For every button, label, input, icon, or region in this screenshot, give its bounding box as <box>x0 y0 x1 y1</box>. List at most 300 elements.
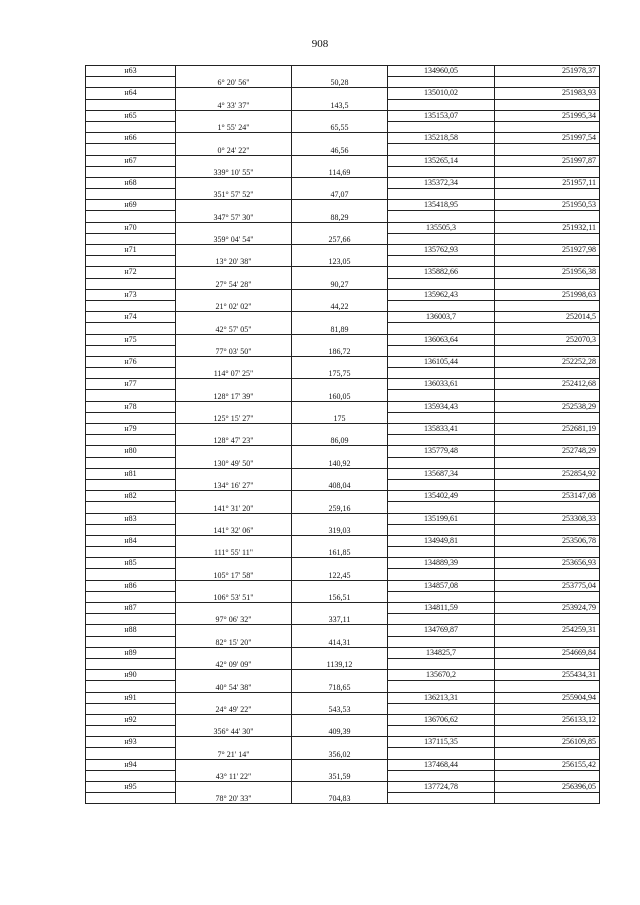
x-coordinate-cell: 135199,61 <box>388 513 495 524</box>
length-cell: 408,04 <box>292 468 388 490</box>
empty-cell <box>388 547 495 558</box>
x-coordinate-cell: 134825,7 <box>388 647 495 658</box>
point-row <box>86 491 600 502</box>
point-id-cell: н70 <box>86 222 176 233</box>
empty-cell <box>86 457 176 468</box>
point-row <box>86 558 600 569</box>
length-cell: 175 <box>292 401 388 423</box>
length-cell: 414,31 <box>292 625 388 647</box>
empty-cell <box>388 121 495 132</box>
bearing-cell: 77° 03' 50" <box>176 334 292 356</box>
point-id-cell: н85 <box>86 558 176 569</box>
point-id-cell: н64 <box>86 88 176 99</box>
length-cell: 351,59 <box>292 759 388 781</box>
point-row <box>86 222 600 233</box>
y-coordinate-cell: 253506,78 <box>495 535 600 546</box>
empty-cell <box>86 748 176 759</box>
x-coordinate-cell: 135934,43 <box>388 401 495 412</box>
empty-cell <box>86 189 176 200</box>
point-row <box>86 468 600 479</box>
bearing-cell: 1° 55' 24" <box>176 110 292 132</box>
empty-cell <box>388 748 495 759</box>
point-row <box>86 133 600 144</box>
length-cell: 409,39 <box>292 714 388 736</box>
bearing-cell: 141° 32' 06" <box>176 513 292 535</box>
length-cell: 143,5 <box>292 88 388 110</box>
x-coordinate-cell: 135418,95 <box>388 200 495 211</box>
empty-cell <box>86 770 176 781</box>
empty-cell <box>388 412 495 423</box>
point-row <box>86 670 600 681</box>
empty-cell <box>388 144 495 155</box>
point-id-cell: н72 <box>86 267 176 278</box>
x-coordinate-cell: 135670,2 <box>388 670 495 681</box>
bearing-cell: 0° 24' 22" <box>176 133 292 155</box>
empty-cell <box>495 569 600 580</box>
empty-cell <box>495 368 600 379</box>
point-id-cell: н92 <box>86 714 176 725</box>
length-cell: 81,89 <box>292 312 388 334</box>
point-row <box>86 692 600 703</box>
point-row <box>86 647 600 658</box>
empty-cell <box>86 77 176 88</box>
point-row <box>86 759 600 770</box>
empty-cell <box>86 99 176 110</box>
length-cell: 356,02 <box>292 737 388 759</box>
y-coordinate-cell: 256396,05 <box>495 782 600 793</box>
empty-cell <box>495 614 600 625</box>
x-coordinate-cell: 134949,81 <box>388 535 495 546</box>
x-coordinate-cell: 135153,07 <box>388 110 495 121</box>
point-row <box>86 401 600 412</box>
x-coordinate-cell: 135962,43 <box>388 289 495 300</box>
length-cell: 46,56 <box>292 133 388 155</box>
point-id-cell: н83 <box>86 513 176 524</box>
bearing-cell: 6° 20' 56" <box>176 66 292 88</box>
length-cell: 259,16 <box>292 491 388 513</box>
point-row <box>86 513 600 524</box>
length-cell: 65,55 <box>292 110 388 132</box>
point-row <box>86 289 600 300</box>
empty-cell <box>388 189 495 200</box>
empty-cell <box>86 658 176 669</box>
y-coordinate-cell: 251932,11 <box>495 222 600 233</box>
point-id-cell: н84 <box>86 535 176 546</box>
y-coordinate-cell: 252681,19 <box>495 424 600 435</box>
point-id-cell: н89 <box>86 647 176 658</box>
bearing-cell: 339° 10' 55" <box>176 155 292 177</box>
point-id-cell: н82 <box>86 491 176 502</box>
y-coordinate-cell: 253924,79 <box>495 603 600 614</box>
bearing-cell: 21° 02' 02" <box>176 289 292 311</box>
empty-cell <box>86 390 176 401</box>
x-coordinate-cell: 136033,61 <box>388 379 495 390</box>
length-cell: 704,83 <box>292 782 388 804</box>
empty-cell <box>86 256 176 267</box>
point-row <box>86 110 600 121</box>
bearing-cell: 42° 09' 09" <box>176 647 292 669</box>
empty-cell <box>86 591 176 602</box>
coordinates-table-body <box>86 66 600 804</box>
empty-cell <box>388 323 495 334</box>
bearing-cell: 82° 15' 20" <box>176 625 292 647</box>
point-id-cell: н65 <box>86 110 176 121</box>
y-coordinate-cell: 251983,93 <box>495 88 600 99</box>
y-coordinate-cell: 251957,11 <box>495 177 600 188</box>
y-coordinate-cell: 254669,84 <box>495 647 600 658</box>
empty-cell <box>495 524 600 535</box>
point-id-cell: н78 <box>86 401 176 412</box>
empty-cell <box>86 345 176 356</box>
empty-cell <box>86 703 176 714</box>
bearing-cell: 347° 57' 30" <box>176 200 292 222</box>
point-id-cell: н91 <box>86 692 176 703</box>
empty-cell <box>495 211 600 222</box>
empty-cell <box>495 300 600 311</box>
empty-cell <box>86 726 176 737</box>
y-coordinate-cell: 251978,37 <box>495 66 600 77</box>
empty-cell <box>495 233 600 244</box>
length-cell: 114,69 <box>292 155 388 177</box>
empty-cell <box>86 569 176 580</box>
length-cell: 123,05 <box>292 245 388 267</box>
point-row <box>86 356 600 367</box>
y-coordinate-cell: 251997,54 <box>495 133 600 144</box>
point-id-cell: н86 <box>86 580 176 591</box>
empty-cell <box>388 77 495 88</box>
empty-cell <box>388 726 495 737</box>
point-id-cell: н80 <box>86 446 176 457</box>
bearing-cell: 78° 20' 33" <box>176 782 292 804</box>
bearing-cell: 105° 17' 58" <box>176 558 292 580</box>
bearing-cell: 130° 49' 50" <box>176 446 292 468</box>
point-id-cell: н63 <box>86 66 176 77</box>
empty-cell <box>388 368 495 379</box>
x-coordinate-cell: 135505,3 <box>388 222 495 233</box>
length-cell: 47,07 <box>292 177 388 199</box>
point-row <box>86 177 600 188</box>
empty-cell <box>495 77 600 88</box>
y-coordinate-cell: 255904,94 <box>495 692 600 703</box>
x-coordinate-cell: 136003,7 <box>388 312 495 323</box>
empty-cell <box>388 457 495 468</box>
length-cell: 160,05 <box>292 379 388 401</box>
bearing-cell: 40° 54' 38" <box>176 670 292 692</box>
point-id-cell: н76 <box>86 356 176 367</box>
point-row <box>86 66 600 77</box>
point-row <box>86 580 600 591</box>
point-id-cell: н81 <box>86 468 176 479</box>
point-id-cell: н77 <box>86 379 176 390</box>
x-coordinate-cell: 137115,35 <box>388 737 495 748</box>
length-cell: 90,27 <box>292 267 388 289</box>
empty-cell <box>388 300 495 311</box>
length-cell: 86,09 <box>292 424 388 446</box>
bearing-cell: 134° 16' 27" <box>176 468 292 490</box>
bearing-cell: 106° 53' 51" <box>176 580 292 602</box>
empty-cell <box>495 726 600 737</box>
point-row <box>86 379 600 390</box>
y-coordinate-cell: 252014,5 <box>495 312 600 323</box>
point-row <box>86 446 600 457</box>
empty-cell <box>388 614 495 625</box>
y-coordinate-cell: 252854,92 <box>495 468 600 479</box>
empty-cell <box>388 569 495 580</box>
point-row <box>86 155 600 166</box>
y-coordinate-cell: 252412,68 <box>495 379 600 390</box>
point-id-cell: н74 <box>86 312 176 323</box>
length-cell: 257,66 <box>292 222 388 244</box>
point-id-cell: н69 <box>86 200 176 211</box>
bearing-cell: 97° 06' 32" <box>176 603 292 625</box>
empty-cell <box>86 233 176 244</box>
empty-cell <box>495 591 600 602</box>
point-id-cell: н67 <box>86 155 176 166</box>
empty-cell <box>86 166 176 177</box>
x-coordinate-cell: 134811,59 <box>388 603 495 614</box>
empty-cell <box>495 323 600 334</box>
point-id-cell: н94 <box>86 759 176 770</box>
point-id-cell: н79 <box>86 424 176 435</box>
bearing-cell: 42° 57' 05" <box>176 312 292 334</box>
y-coordinate-cell: 252070,3 <box>495 334 600 345</box>
point-row <box>86 88 600 99</box>
empty-cell <box>388 211 495 222</box>
empty-cell <box>86 636 176 647</box>
point-row <box>86 334 600 345</box>
empty-cell <box>495 681 600 692</box>
x-coordinate-cell: 135762,93 <box>388 245 495 256</box>
point-row <box>86 625 600 636</box>
bearing-cell: 114° 07' 25" <box>176 356 292 378</box>
point-id-cell: н90 <box>86 670 176 681</box>
bearing-cell: 43° 11' 22" <box>176 759 292 781</box>
point-row <box>86 200 600 211</box>
empty-cell <box>388 99 495 110</box>
empty-cell <box>495 748 600 759</box>
length-cell: 44,22 <box>292 289 388 311</box>
y-coordinate-cell: 251950,53 <box>495 200 600 211</box>
empty-cell <box>86 614 176 625</box>
point-id-cell: н87 <box>86 603 176 614</box>
y-coordinate-cell: 252252,28 <box>495 356 600 367</box>
point-id-cell: н93 <box>86 737 176 748</box>
empty-cell <box>86 681 176 692</box>
y-coordinate-cell: 252748,29 <box>495 446 600 457</box>
x-coordinate-cell: 137468,44 <box>388 759 495 770</box>
y-coordinate-cell: 255434,31 <box>495 670 600 681</box>
bearing-cell: 125° 15' 27" <box>176 401 292 423</box>
point-row <box>86 267 600 278</box>
x-coordinate-cell: 136063,64 <box>388 334 495 345</box>
empty-cell <box>388 233 495 244</box>
empty-cell <box>388 681 495 692</box>
x-coordinate-cell: 135372,34 <box>388 177 495 188</box>
point-id-cell: н68 <box>86 177 176 188</box>
x-coordinate-cell: 136213,31 <box>388 692 495 703</box>
point-id-cell: н95 <box>86 782 176 793</box>
length-cell: 88,29 <box>292 200 388 222</box>
empty-cell <box>495 636 600 647</box>
empty-cell <box>495 189 600 200</box>
x-coordinate-cell: 135882,66 <box>388 267 495 278</box>
empty-cell <box>495 770 600 781</box>
y-coordinate-cell: 256155,42 <box>495 759 600 770</box>
empty-cell <box>388 390 495 401</box>
y-coordinate-cell: 251927,98 <box>495 245 600 256</box>
bearing-cell: 24° 49' 22" <box>176 692 292 714</box>
length-cell: 50,28 <box>292 66 388 88</box>
empty-cell <box>388 524 495 535</box>
x-coordinate-cell: 137724,78 <box>388 782 495 793</box>
empty-cell <box>495 144 600 155</box>
empty-cell <box>86 211 176 222</box>
x-coordinate-cell: 135218,58 <box>388 133 495 144</box>
empty-cell <box>495 99 600 110</box>
empty-cell <box>388 166 495 177</box>
empty-cell <box>388 591 495 602</box>
empty-cell <box>495 412 600 423</box>
coordinates-table <box>85 65 600 804</box>
length-cell: 161,85 <box>292 535 388 557</box>
empty-cell <box>86 144 176 155</box>
y-coordinate-cell: 256109,85 <box>495 737 600 748</box>
point-id-cell: н71 <box>86 245 176 256</box>
x-coordinate-cell: 136706,62 <box>388 714 495 725</box>
empty-cell <box>495 345 600 356</box>
empty-cell <box>495 166 600 177</box>
y-coordinate-cell: 251998,63 <box>495 289 600 300</box>
y-coordinate-cell: 253308,33 <box>495 513 600 524</box>
y-coordinate-cell: 253775,04 <box>495 580 600 591</box>
length-cell: 1139,12 <box>292 647 388 669</box>
empty-cell <box>388 770 495 781</box>
empty-cell <box>495 658 600 669</box>
empty-cell <box>388 703 495 714</box>
empty-cell <box>388 636 495 647</box>
empty-cell <box>388 435 495 446</box>
empty-cell <box>86 300 176 311</box>
bearing-cell: 128° 47' 23" <box>176 424 292 446</box>
y-coordinate-cell: 252538,29 <box>495 401 600 412</box>
bearing-cell: 351° 57' 52" <box>176 177 292 199</box>
empty-cell <box>388 479 495 490</box>
y-coordinate-cell: 253656,93 <box>495 558 600 569</box>
empty-cell <box>86 793 176 804</box>
length-cell: 140,92 <box>292 446 388 468</box>
length-cell: 319,03 <box>292 513 388 535</box>
bearing-cell: 356° 44' 30" <box>176 714 292 736</box>
point-row <box>86 424 600 435</box>
empty-cell <box>86 524 176 535</box>
empty-cell <box>495 479 600 490</box>
empty-cell <box>388 345 495 356</box>
empty-cell <box>495 793 600 804</box>
empty-cell <box>495 278 600 289</box>
bearing-cell: 111° 55' 11" <box>176 535 292 557</box>
point-row <box>86 737 600 748</box>
point-row <box>86 535 600 546</box>
x-coordinate-cell: 134769,87 <box>388 625 495 636</box>
length-cell: 543,53 <box>292 692 388 714</box>
y-coordinate-cell: 256133,12 <box>495 714 600 725</box>
empty-cell <box>388 658 495 669</box>
x-coordinate-cell: 134857,08 <box>388 580 495 591</box>
length-cell: 156,51 <box>292 580 388 602</box>
empty-cell <box>495 256 600 267</box>
y-coordinate-cell: 251997,87 <box>495 155 600 166</box>
x-coordinate-cell: 134889,39 <box>388 558 495 569</box>
empty-cell <box>495 502 600 513</box>
empty-cell <box>86 323 176 334</box>
bearing-cell: 128° 17' 39" <box>176 379 292 401</box>
empty-cell <box>86 547 176 558</box>
point-id-cell: н75 <box>86 334 176 345</box>
length-cell: 122,45 <box>292 558 388 580</box>
empty-cell <box>495 435 600 446</box>
y-coordinate-cell: 251956,38 <box>495 267 600 278</box>
x-coordinate-cell: 135265,14 <box>388 155 495 166</box>
x-coordinate-cell: 135010,02 <box>388 88 495 99</box>
empty-cell <box>388 793 495 804</box>
length-cell: 175,75 <box>292 356 388 378</box>
empty-cell <box>86 121 176 132</box>
bearing-cell: 359° 04' 54" <box>176 222 292 244</box>
bearing-cell: 27° 54' 28" <box>176 267 292 289</box>
bearing-cell: 13° 20' 38" <box>176 245 292 267</box>
x-coordinate-cell: 135779,48 <box>388 446 495 457</box>
x-coordinate-cell: 134960,05 <box>388 66 495 77</box>
empty-cell <box>495 121 600 132</box>
length-cell: 718,65 <box>292 670 388 692</box>
empty-cell <box>495 547 600 558</box>
empty-cell <box>86 278 176 289</box>
point-id-cell: н73 <box>86 289 176 300</box>
empty-cell <box>86 502 176 513</box>
point-row <box>86 603 600 614</box>
empty-cell <box>495 703 600 714</box>
bearing-cell: 141° 31' 20" <box>176 491 292 513</box>
page-number: 908 <box>311 38 329 50</box>
x-coordinate-cell: 135402,49 <box>388 491 495 502</box>
length-cell: 186,72 <box>292 334 388 356</box>
y-coordinate-cell: 253147,08 <box>495 491 600 502</box>
empty-cell <box>388 278 495 289</box>
x-coordinate-cell: 135833,41 <box>388 424 495 435</box>
y-coordinate-cell: 254259,31 <box>495 625 600 636</box>
empty-cell <box>86 412 176 423</box>
empty-cell <box>86 479 176 490</box>
empty-cell <box>388 502 495 513</box>
empty-cell <box>86 435 176 446</box>
point-row <box>86 714 600 725</box>
x-coordinate-cell: 135687,34 <box>388 468 495 479</box>
point-row <box>86 782 600 793</box>
point-row <box>86 245 600 256</box>
bearing-cell: 7° 21' 14" <box>176 737 292 759</box>
y-coordinate-cell: 251995,34 <box>495 110 600 121</box>
length-cell: 337,11 <box>292 603 388 625</box>
empty-cell <box>388 256 495 267</box>
empty-cell <box>495 457 600 468</box>
empty-cell <box>495 390 600 401</box>
bearing-cell: 4° 33' 37" <box>176 88 292 110</box>
point-row <box>86 312 600 323</box>
x-coordinate-cell: 136105,44 <box>388 356 495 367</box>
empty-cell <box>86 368 176 379</box>
point-id-cell: н88 <box>86 625 176 636</box>
point-id-cell: н66 <box>86 133 176 144</box>
